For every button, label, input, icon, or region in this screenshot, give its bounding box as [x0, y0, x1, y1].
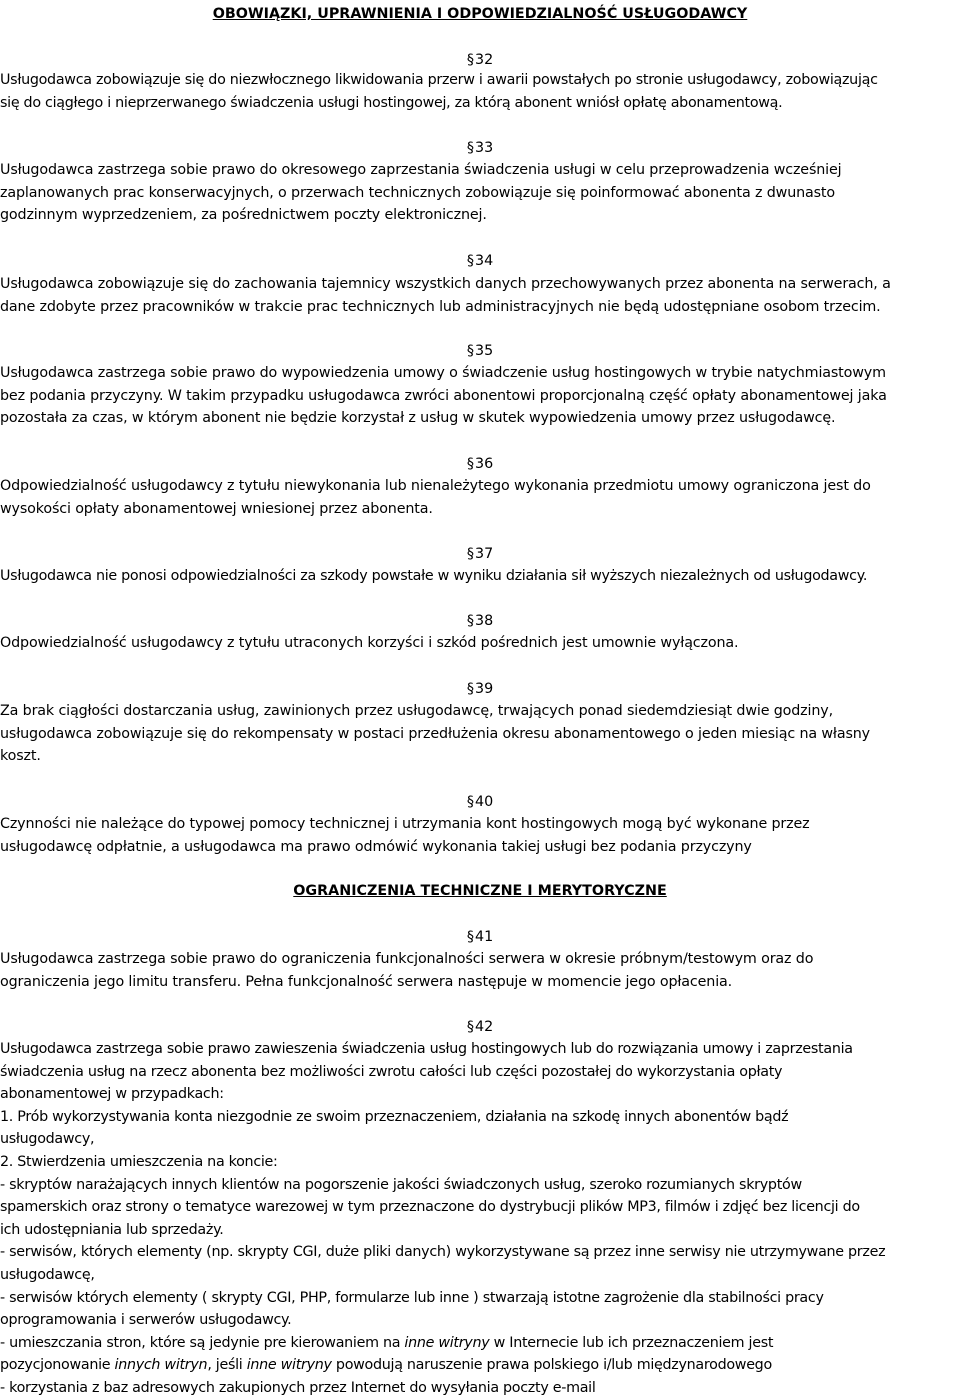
section-number: §38: [466, 613, 494, 629]
main-heading: OBOWIĄZKI, UPRAWNIENIA I ODPOWIEDZIALNOŚĆ USŁUGODAWCY: [212, 6, 748, 22]
section-number: §35: [466, 343, 494, 359]
section-text: Odpowiedzialność usługodawcy z tytułu utraconych korzyści i szkód pośrednich jest umownie wyłączona.: [0, 635, 739, 651]
limits-heading: OGRANICZENIA TECHNICZNE I MERYTORYCZNE: [293, 883, 667, 899]
section-text: Odpowiedzialność usługodawcy z tytułu niewykonania lub nienależytego wykonania przedmiotu umowy ograniczona jest do wysokości opłaty abonamentowej wniesionej przez abonenta.: [0, 478, 871, 517]
section-text: Usługodawca zastrzega sobie prawo do wypowiedzenia umowy o świadczenie usług hostingowych w trybie natychmiastowym bez podania przyczyny. W takim przypadku usługodawca zwróci abonentowi proporcjonalną część opłaty abonamentowej jaka pozostała za czas, w którym abonent nie będzie korzystał z usług w skutek wypowiedzenia umowy przez usługodawcę.: [0, 365, 887, 427]
section-text: Usługodawca zobowiązuje się do niezwłocznego likwidowania przerw i awarii powstałych po stronie usługodawcy, zobowiązując się do ciągłego i nieprzerwanego świadczenia usługi hostingowej, za którą abonent wniósł opłatę abonamentową.: [0, 72, 878, 111]
section-number: §41: [466, 929, 494, 945]
section-number: §42: [466, 1019, 494, 1035]
section-text: Usługodawca zastrzega sobie prawo zawieszenia świadczenia usług hostingowych lub do rozwiązania umowy i zaprzestania świadczenia usług na rzecz abonenta bez możliwości zwrotu całości lub części pozostałej do wykorzystania opłaty abonamentowej w przypadkach: 1. Prób wykorzystywania konta niezgodnie ze swoim przeznaczeniem, działania na szkodę innych abonentów bądź usługodawcy, 2. Stwierdzenia umieszczenia na koncie: - skryptów narażających innych klientów na pogorszenie jakości świadczonych usług, szeroko rozumianych skryptów spamerskich oraz strony o tematyce warezowej w tym przeznaczone do dystrybucji plików MP3, filmów i zdjęć bez licencji do ich udostępniania lub sprzedaży. - serwisów, których elementy (np. skrypty CGI, duże pliki danych) wykorzystywane są przez inne serwisy nie utrzymywane przez usługodawcę, - serwisów których elementy ( skrypty CGI, PHP, formularze lub inne ) stwarzają istotne zagrożenie dla stabilności pracy oprogramowania i serwerów usługodawcy. - umieszczania stron, które są jedynie pre kierowaniem na inne witryny w Internecie lub ich przeznaczeniem jest pozycjonowanie innych witryn, jeśli inne witryny powodują naruszenie prawa polskiego i/lub międzynarodowego - korzystania z baz adresowych zakupionych przez Internet do wysyłania poczty e-mail: [0, 1041, 886, 1396]
section-number: §32: [466, 52, 494, 68]
section-text: Usługodawca zastrzega sobie prawo do ograniczenia funkcjonalności serwera w okresie próbnym/testowym oraz do ograniczenia jego limitu transferu. Pełna funkcjonalność serwera następuje w momencie jego opłacenia.: [0, 951, 814, 990]
section-text: Za brak ciągłości dostarczania usług, zawinionych przez usługodawcę, trwających ponad siedemdziesiąt dwie godziny, usługodawca zobowiązuje się do rekompensaty w postaci przedłużenia okresu abonamentowego o jeden miesiąc na własny koszt.: [0, 703, 870, 765]
section-number: §36: [466, 456, 494, 472]
section-text: Czynności nie należące do typowej pomocy technicznej i utrzymania kont hostingowych mogą być wykonane przez usługodawcę odpłatnie, a usługodawca ma prawo odmówić wykonania takiej usługi bez podania przyczyny: [0, 816, 810, 855]
section-number: §39: [466, 681, 494, 697]
section-number: §37: [466, 546, 494, 562]
section-text: Usługodawca zastrzega sobie prawo do okresowego zaprzestania świadczenia usługi w celu przeprowadzenia wcześniej zaplanowanych prac konserwacyjnych, o przerwach technicznych zobowiązuje się poinformować abonenta z dwunasto godzinnym wyprzedzeniem, za pośrednictwem poczty elektronicznej.: [0, 162, 842, 224]
section-number: §40: [466, 794, 494, 810]
section-number: §34: [466, 253, 494, 269]
section-text: Usługodawca nie ponosi odpowiedzialności za szkody powstałe w wyniku działania sił wyższych niezależnych od usługodawcy.: [0, 568, 868, 584]
section-number: §33: [466, 140, 494, 156]
section-text: Usługodawca zobowiązuje się do zachowania tajemnicy wszystkich danych przechowywanych przez abonenta na serwerach, a dane zdobyte przez pracowników w trakcie prac technicznych lub administracyjnych nie będą udostępniane osobom trzecim.: [0, 276, 891, 315]
